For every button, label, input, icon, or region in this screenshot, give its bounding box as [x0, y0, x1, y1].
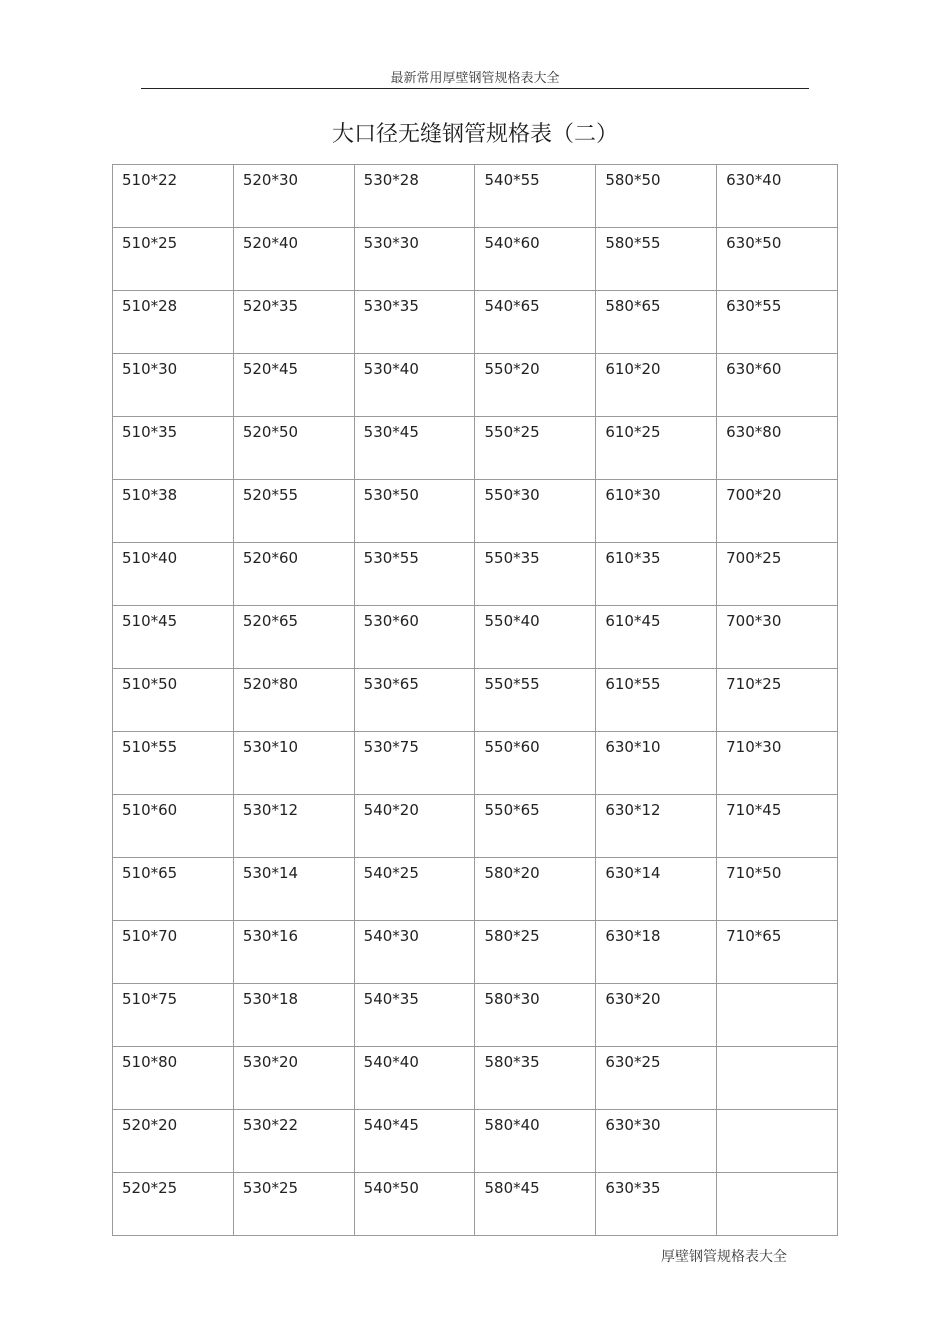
table-cell: 510*60 [113, 795, 234, 858]
table-cell: 530*35 [354, 291, 475, 354]
table-row [113, 1173, 838, 1236]
header-divider [141, 88, 809, 89]
table-cell: 610*25 [596, 417, 717, 480]
table-row [113, 291, 838, 354]
table-cell: 540*35 [354, 984, 475, 1047]
table-cell: 700*20 [717, 480, 838, 543]
table-row [113, 165, 838, 228]
table-cell: 510*40 [113, 543, 234, 606]
spec-table [112, 164, 838, 1236]
table-cell: 520*25 [113, 1173, 234, 1236]
table-cell: 610*55 [596, 669, 717, 732]
table-cell: 510*55 [113, 732, 234, 795]
table-cell: 510*38 [113, 480, 234, 543]
table-cell: 540*25 [354, 858, 475, 921]
table-cell: 530*75 [354, 732, 475, 795]
table-row [113, 228, 838, 291]
table-row [113, 669, 838, 732]
table-cell [717, 984, 838, 1047]
table-row [113, 480, 838, 543]
table-cell: 550*25 [475, 417, 596, 480]
table-cell: 510*30 [113, 354, 234, 417]
table-row [113, 417, 838, 480]
page-footer: 厚壁钢管规格表大全 [661, 1249, 787, 1265]
table-cell: 630*80 [717, 417, 838, 480]
table-cell: 710*50 [717, 858, 838, 921]
table-cell: 580*40 [475, 1110, 596, 1173]
table-cell: 530*14 [233, 858, 354, 921]
table-cell: 550*55 [475, 669, 596, 732]
table-cell: 710*30 [717, 732, 838, 795]
table-row [113, 354, 838, 417]
table-cell: 630*55 [717, 291, 838, 354]
table-cell [717, 1110, 838, 1173]
table-cell: 540*65 [475, 291, 596, 354]
table-cell: 540*55 [475, 165, 596, 228]
table-cell: 630*40 [717, 165, 838, 228]
table-cell: 510*35 [113, 417, 234, 480]
table-cell: 630*18 [596, 921, 717, 984]
table-cell: 580*50 [596, 165, 717, 228]
table-cell: 610*45 [596, 606, 717, 669]
table-row [113, 1047, 838, 1110]
table-row [113, 543, 838, 606]
table-cell: 520*60 [233, 543, 354, 606]
table-cell: 530*30 [354, 228, 475, 291]
table-cell: 530*40 [354, 354, 475, 417]
table-cell: 700*30 [717, 606, 838, 669]
table-cell: 530*10 [233, 732, 354, 795]
table-cell: 580*55 [596, 228, 717, 291]
table-cell: 510*50 [113, 669, 234, 732]
table-cell: 630*35 [596, 1173, 717, 1236]
table-cell: 550*40 [475, 606, 596, 669]
table-row [113, 606, 838, 669]
table-cell: 530*22 [233, 1110, 354, 1173]
table-cell: 580*45 [475, 1173, 596, 1236]
table-cell: 520*50 [233, 417, 354, 480]
table-cell [717, 1173, 838, 1236]
table-cell: 510*80 [113, 1047, 234, 1110]
table-row [113, 1110, 838, 1173]
table-cell: 530*12 [233, 795, 354, 858]
table-cell: 610*35 [596, 543, 717, 606]
table-cell: 540*50 [354, 1173, 475, 1236]
table-cell: 580*65 [596, 291, 717, 354]
table-cell: 530*60 [354, 606, 475, 669]
table-cell: 610*30 [596, 480, 717, 543]
table-cell: 540*30 [354, 921, 475, 984]
table-cell: 630*20 [596, 984, 717, 1047]
table-cell: 530*16 [233, 921, 354, 984]
page-header: 最新常用厚壁钢管规格表大全 [390, 71, 560, 86]
table-cell: 540*45 [354, 1110, 475, 1173]
table-cell: 510*22 [113, 165, 234, 228]
table-cell: 510*25 [113, 228, 234, 291]
table-row [113, 921, 838, 984]
table-cell: 630*25 [596, 1047, 717, 1110]
table-cell: 580*20 [475, 858, 596, 921]
table-cell: 550*30 [475, 480, 596, 543]
table-cell: 630*12 [596, 795, 717, 858]
table-cell: 630*10 [596, 732, 717, 795]
table-cell: 710*65 [717, 921, 838, 984]
table-cell: 580*30 [475, 984, 596, 1047]
page-title: 大口径无缝钢管规格表（二） [331, 122, 618, 147]
table-cell: 510*70 [113, 921, 234, 984]
table-cell: 530*65 [354, 669, 475, 732]
spec-table-body [113, 165, 838, 1236]
table-cell: 550*20 [475, 354, 596, 417]
table-cell: 520*40 [233, 228, 354, 291]
table-cell: 550*60 [475, 732, 596, 795]
table-cell: 630*14 [596, 858, 717, 921]
table-cell: 530*50 [354, 480, 475, 543]
table-cell: 520*55 [233, 480, 354, 543]
table-cell: 710*25 [717, 669, 838, 732]
table-cell: 700*25 [717, 543, 838, 606]
table-cell: 710*45 [717, 795, 838, 858]
table-cell: 550*65 [475, 795, 596, 858]
table-cell: 610*20 [596, 354, 717, 417]
table-cell: 630*30 [596, 1110, 717, 1173]
table-cell: 520*80 [233, 669, 354, 732]
table-cell: 580*25 [475, 921, 596, 984]
table-cell: 510*65 [113, 858, 234, 921]
table-cell: 520*35 [233, 291, 354, 354]
table-row [113, 795, 838, 858]
table-cell: 580*35 [475, 1047, 596, 1110]
table-cell: 520*30 [233, 165, 354, 228]
table-cell: 540*60 [475, 228, 596, 291]
table-cell: 550*35 [475, 543, 596, 606]
table-cell: 510*75 [113, 984, 234, 1047]
table-cell: 520*20 [113, 1110, 234, 1173]
table-cell: 630*60 [717, 354, 838, 417]
table-cell: 630*50 [717, 228, 838, 291]
table-cell: 530*45 [354, 417, 475, 480]
table-cell: 540*40 [354, 1047, 475, 1110]
table-row [113, 732, 838, 795]
table-cell: 520*65 [233, 606, 354, 669]
table-row [113, 858, 838, 921]
table-cell: 530*28 [354, 165, 475, 228]
table-row [113, 984, 838, 1047]
table-cell [717, 1047, 838, 1110]
table-cell: 520*45 [233, 354, 354, 417]
table-cell: 510*45 [113, 606, 234, 669]
table-cell: 530*55 [354, 543, 475, 606]
table-cell: 530*18 [233, 984, 354, 1047]
table-cell: 510*28 [113, 291, 234, 354]
table-cell: 530*25 [233, 1173, 354, 1236]
table-cell: 540*20 [354, 795, 475, 858]
table-cell: 530*20 [233, 1047, 354, 1110]
